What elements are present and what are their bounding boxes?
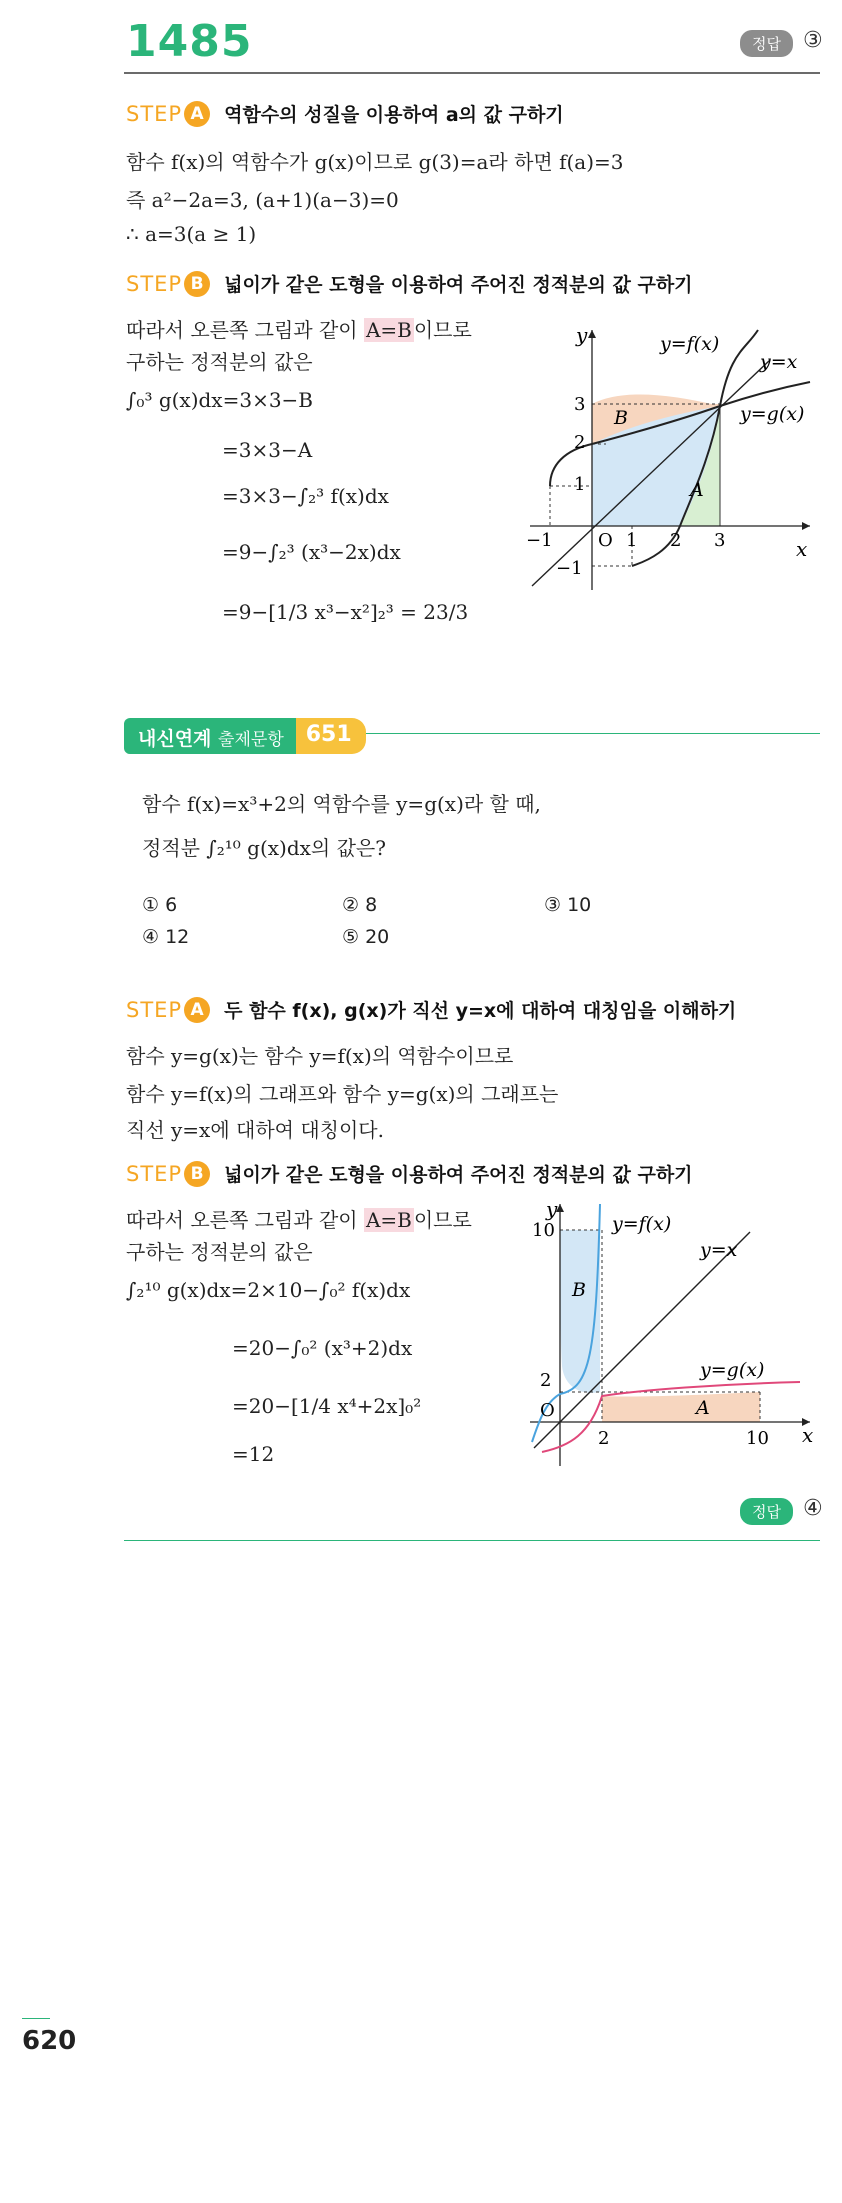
step-label: STEP <box>126 1161 183 1186</box>
svg-text:2: 2 <box>574 432 586 453</box>
equation-line: =12 <box>232 1442 275 1466</box>
svg-text:2: 2 <box>598 1428 610 1449</box>
equation-line: ∫₀³ g(x)dx=3×3−B <box>126 388 314 412</box>
svg-text:O: O <box>598 530 613 551</box>
choice-5[interactable]: ⑤ 20 <box>342 926 390 948</box>
text-line: 따라서 오른쪽 그림과 같이 A=B 이므로 <box>126 1208 472 1232</box>
choice-4[interactable]: ④ 12 <box>142 926 190 948</box>
svg-text:y=g(x): y=g(x) <box>740 403 805 425</box>
text-line: 함수 y=g(x)는 함수 y=f(x)의 역함수이므로 <box>126 1044 514 1068</box>
highlight: A=B <box>365 1208 412 1232</box>
equation-line: ∫₂¹⁰ g(x)dx=2×10−∫₀² f(x)dx <box>126 1278 411 1302</box>
svg-text:1: 1 <box>626 530 638 551</box>
equation-line: =3×3−A <box>222 438 313 462</box>
step-b-heading <box>126 270 693 297</box>
svg-text:y=f(x): y=f(x) <box>660 333 720 355</box>
problem-number: 1485 <box>126 16 253 67</box>
svg-text:B: B <box>614 407 628 429</box>
page-number: 620 <box>22 2026 77 2056</box>
svg-text:y=x: y=x <box>700 1239 738 1261</box>
text-line: 즉 a²−2a=3, (a+1)(a−3)=0 <box>126 188 399 212</box>
svg-text:1: 1 <box>574 474 586 495</box>
step-letter-badge: B <box>184 1161 210 1187</box>
answer-badge-2: 정답 <box>740 1498 793 1525</box>
equation-line: =9−∫₂³ (x³−2x)dx <box>222 540 401 564</box>
naesin-badge: 내신연계 출제문항 651 <box>124 718 366 754</box>
choice-3[interactable]: ③ 10 <box>544 894 592 916</box>
svg-text:y=g(x): y=g(x) <box>700 1359 765 1381</box>
text-line: ∴ a=3(a ≥ 1) <box>126 222 257 246</box>
svg-text:10: 10 <box>532 1220 555 1241</box>
step-title: 넓이가 같은 도형을 이용하여 주어진 정적분의 값 구하기 <box>224 274 693 296</box>
step-title: 역함수의 성질을 이용하여 a의 값 구하기 <box>224 104 564 126</box>
step-label: STEP <box>126 101 183 126</box>
svg-text:3: 3 <box>574 394 586 415</box>
text-line: 구하는 정적분의 값은 <box>126 1240 313 1264</box>
step-letter-badge: A <box>184 101 210 127</box>
svg-text:3: 3 <box>714 530 726 551</box>
text-line: 함수 f(x)의 역함수가 g(x)이므로 g(3)=a라 하면 f(a)=3 <box>126 150 624 174</box>
step-a-heading-2 <box>126 996 736 1023</box>
step-a-heading <box>126 100 564 127</box>
equation-line: =3×3−∫₂³ f(x)dx <box>222 484 389 508</box>
problem-text: 정적분 ∫₂¹⁰ g(x)dx의 값은? <box>142 836 386 860</box>
svg-text:A: A <box>696 1397 710 1419</box>
answer-value-2: ④ <box>803 1496 823 1521</box>
page-number-rule <box>22 2018 50 2019</box>
answer-badge: 정답 <box>740 30 793 57</box>
svg-text:2: 2 <box>670 530 682 551</box>
graph-1 <box>520 320 820 600</box>
svg-text:x: x <box>802 1423 814 1447</box>
svg-text:A: A <box>690 479 704 501</box>
graph-2 <box>520 1196 820 1476</box>
step-label: STEP <box>126 997 183 1022</box>
choice-1[interactable]: ① 6 <box>142 894 178 916</box>
bottom-divider <box>124 1540 820 1541</box>
svg-text:O: O <box>540 1400 555 1421</box>
text-line: 직선 y=x에 대하여 대칭이다. <box>126 1118 384 1142</box>
svg-text:y: y <box>576 323 588 347</box>
svg-text:y: y <box>546 1197 558 1221</box>
answer-value: ③ <box>803 28 823 53</box>
equation-line: =9−[1/3 x³−x²]₂³ = 23/3 <box>222 600 469 624</box>
problem-text: 함수 f(x)=x³+2의 역함수를 y=g(x)라 할 때, <box>142 792 541 816</box>
svg-text:−1: −1 <box>526 530 553 551</box>
svg-text:10: 10 <box>746 1428 769 1449</box>
step-letter-badge: B <box>184 271 210 297</box>
svg-text:y=f(x): y=f(x) <box>612 1213 672 1235</box>
step-title: 넓이가 같은 도형을 이용하여 주어진 정적분의 값 구하기 <box>224 1164 693 1186</box>
svg-text:−1: −1 <box>556 558 583 579</box>
text-line: 따라서 오른쪽 그림과 같이 A=B 이므로 <box>126 318 472 342</box>
text-line: 구하는 정적분의 값은 <box>126 350 313 374</box>
step-b-heading-2 <box>126 1160 693 1187</box>
svg-text:2: 2 <box>540 1370 552 1391</box>
step-letter-badge: A <box>184 997 210 1023</box>
highlight: A=B <box>365 318 412 342</box>
svg-text:x: x <box>796 537 808 561</box>
svg-text:B: B <box>572 1279 586 1301</box>
choice-2[interactable]: ② 8 <box>342 894 378 916</box>
text-line: 함수 y=f(x)의 그래프와 함수 y=g(x)의 그래프는 <box>126 1082 559 1106</box>
step-label: STEP <box>126 271 183 296</box>
header-divider <box>124 72 820 74</box>
region-a <box>602 1392 760 1422</box>
svg-text:y=x: y=x <box>760 351 798 373</box>
equation-line: =20−[1/4 x⁴+2x]₀² <box>232 1394 422 1418</box>
step-title: 두 함수 f(x), g(x)가 직선 y=x에 대하여 대칭임을 이해하기 <box>224 1000 737 1022</box>
equation-line: =20−∫₀² (x³+2)dx <box>232 1336 413 1360</box>
